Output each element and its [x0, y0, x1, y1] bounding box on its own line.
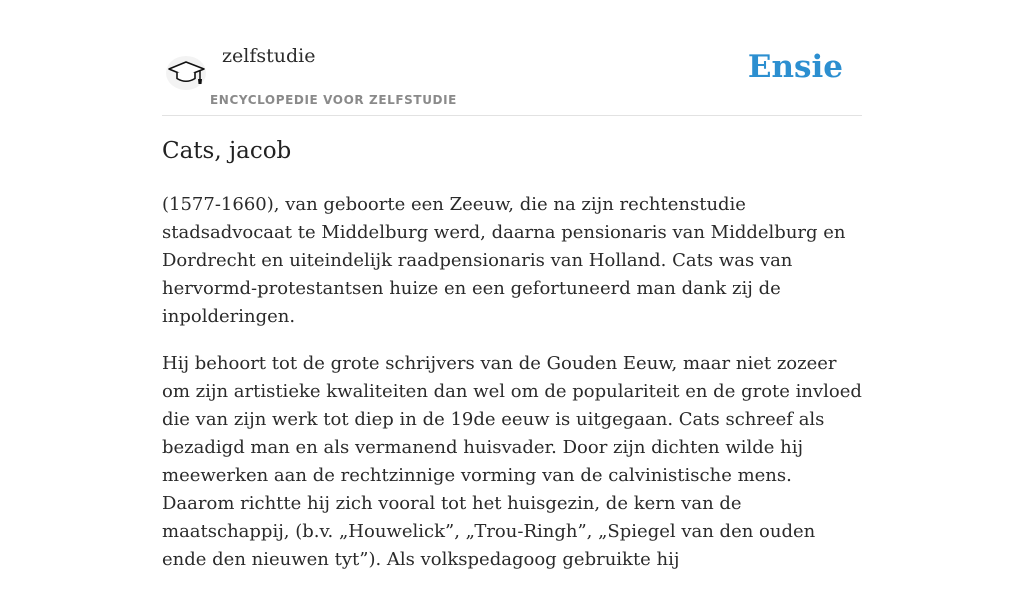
- content-container: [162, 0, 862, 570]
- site-header: [162, 0, 862, 116]
- entry-title: Cats, jacob: [162, 138, 292, 164]
- ensie-logo-link[interactable]: Ensie: [747, 49, 843, 85]
- entry-paragraph: (1577-1660), van geboorte een Zeeuw, die na zijn rechtenstudie stadsadvocaat te Middelburg werd, daarna pensionaris van Middelburg en Dordrecht en uiteindelijk raadpensionaris van Holland. Cats was van hervormd-protestantsen huize en een gefortuneerd man dank zij de inpolderingen.: [162, 194, 846, 327]
- site-tagline: ENCYCLOPEDIE VOOR ZELFSTUDIE: [210, 93, 457, 107]
- site-name[interactable]: zelfstudie: [222, 45, 316, 67]
- graduation-cap-icon[interactable]: [164, 51, 208, 91]
- entry-body: [162, 191, 862, 593]
- entry-paragraph: Hij behoort tot de grote schrijvers van de Gouden Eeuw, maar niet zozeer om zijn artistieke kwaliteiten dan wel om de populariteit en de grote invloed die van zijn werk tot diep in de 19de eeuw is uitgegaan. Cats schreef als bezadigd man en als vermanend huisvader. Door zijn dichten wilde hij meewerken aan de rechtzinnige vorming van de calvinistische mens. Daarom richtte hij zich vooral tot het huisgezin, de kern van de maatschappij, (b.v. „Houwelick”, „Trou-Ringh”, „Spiegel van den ouden ende den nieuwen tyt”). Als volkspedagoog gebruikte hij: [162, 353, 862, 570]
